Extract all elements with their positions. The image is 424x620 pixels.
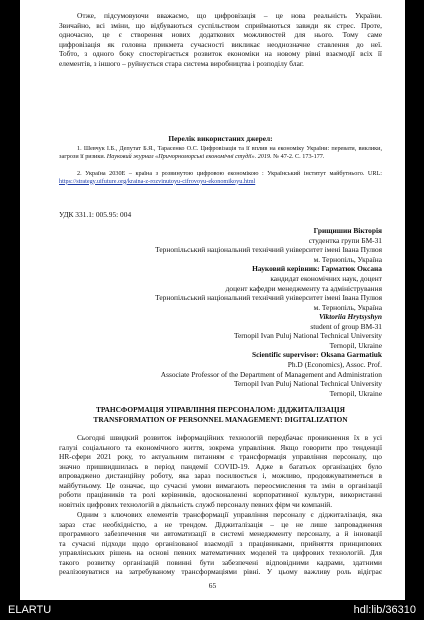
text-line: новітніх цифрових технологій в діяльність служб персоналу певних фірм чи компаній.	[59, 499, 333, 509]
footer-handle: hdl:lib/36310	[353, 604, 416, 616]
text-line: Звичайно, всі зміни, що відбуваються суспільством сприймаються завжди як стрес. Проте,	[59, 20, 382, 30]
author-name-ua: Грищишин Вікторія	[313, 226, 382, 235]
advisor-label-en: Scientific supervisor:	[252, 350, 319, 360]
author-block-en	[59, 312, 382, 398]
advisor-label-ua: Науковий керівник:	[252, 264, 320, 274]
reference-2-link[interactable]: https://strategy.uifuture.org/kraina-z-rozvinutoyu-cifrovoyu-ekonomikoyu.html	[59, 177, 256, 185]
text-line: реалізовуватися на затребуваному трансформаціями рівні. У цьому важливу роль відіграє	[59, 567, 382, 576]
top-paragraph	[59, 11, 382, 68]
text-line: роботи працівників та ролі керівників, вдосконаленні корпоративної культури, використанні	[59, 490, 382, 499]
advisor-city-ua: м. Тернопіль, Україна	[313, 302, 382, 312]
text-line: Сьогодні швидкий розвиток інформаційних технологій передбачає проникнення їх в усі	[77, 433, 382, 442]
text-line: Отже, підсумовуючи вважаємо, що цифровізація – це нова реальність України.	[77, 11, 382, 20]
advisor-university-en: Ternopil Ivan Puluj National Technical University	[233, 379, 382, 389]
reference-1-pages: № 47-2. С. 173-177.	[271, 152, 325, 160]
author-block-ua	[59, 226, 382, 312]
author-status-en: student of group BM-31	[310, 321, 382, 331]
advisor-name-en: Oksana Garmatiuk	[318, 350, 382, 360]
advisor-name-ua: Гарматюк Оксана	[319, 264, 382, 274]
text-line: елементів, з іншого – руйнується стара система виробництва і розподілу благ.	[59, 58, 304, 68]
footer-repository-label: ELARTU	[8, 604, 52, 616]
text-line: впроваджено дистанційну роботу, яка зараз посилюється і, можливо, продовжуватиметься в	[59, 471, 382, 480]
article-title-ua: ТРАНСФОРМАЦІЯ УПРАВЛІННЯ ПЕРСОНАЛОМ: ДІДЖИТАЛІЗАЦІЯ	[96, 405, 345, 414]
text-line: цифровізація як головна прикмета сучасності викликає неоднозначне ставлення до неї.	[59, 39, 382, 49]
advisor-degree-ua: кандидат економічних наук, доцент	[270, 273, 382, 283]
body-paragraph-2	[59, 510, 382, 577]
references-title: Перелік використаних джерел:	[168, 134, 273, 143]
reference-1-journal: Науковий журнал «Причорноморські економічні студії». 2019.	[106, 152, 272, 160]
author-university-en: Ternopil Ivan Puluj National Technical University	[233, 331, 382, 341]
text-line: програмного забезпечення чи автоматизації в системі менеджменту персоналу, а й інновації	[59, 529, 382, 538]
text-line: та сучасні підходи щодо організованої взаємодії з працівниками, прийняття принципових	[59, 538, 382, 548]
advisor-degree-en: Ph.D (Economics), Assoc. Prof.	[287, 359, 382, 369]
document-page	[20, 0, 405, 600]
text-line: зараз стає необхідністю, а не трендом. Діджиталізація – це не лише запровадження	[59, 519, 382, 529]
author-status-ua: студентка групи БМ-31	[308, 235, 382, 245]
advisor-position-ua: доцент кафедри менеджменту та адміністрування	[225, 283, 382, 293]
author-city-en: Ternopil, Ukraine	[329, 340, 382, 350]
advisor-line-en	[59, 350, 382, 360]
footer-bar	[0, 600, 424, 620]
udc-code: УДК 331.1: 005.95: 004	[59, 210, 132, 219]
page-number: 65	[208, 581, 217, 590]
article-title-en: TRANSFORMATION OF PERSONNEL MANAGEMENT: DIGITALIZATION	[93, 415, 348, 424]
author-city-ua: м. Тернопіль, Україна	[313, 254, 382, 264]
advisor-university-ua: Тернопільський національний технічний університет імені Івана Пулюя	[155, 293, 382, 303]
author-name-en: Viktoriia Hrytsyshyn	[318, 312, 382, 321]
advisor-position-en: Associate Professor of the Department of Management and Administration	[160, 369, 382, 379]
reference-2-text: 2. Україна 2030Е – країна з розвинутою цифровою економікою : Український інститут майбутнього. URL:	[77, 170, 382, 177]
body-paragraph-1	[59, 433, 382, 509]
text-line: Тобто, з одного боку спостерігається розвиток економіки на новому рівні взаємодії всіх її	[59, 49, 382, 58]
reference-1-text: 1. Шевчук І.Б., Депутат Б.Я., Тарасенко О.С. Цифровізація та її вплив на економіку України: перевати, виклики, загрози її ризики.	[59, 145, 382, 160]
text-line: такого розвитку організацій повинні бути забезпечені відповідними кадрами, здатними	[59, 557, 382, 567]
advisor-line-ua	[59, 264, 382, 274]
text-line: HR-сфери 2021 року, то актуальним питанням є трансформація управління персоналу, що	[59, 452, 382, 461]
text-line: управлінських рішень на основі певних математичних моделей та цифрових технологій. Для	[59, 548, 382, 557]
advisor-city-en: Ternopil, Ukraine	[329, 388, 382, 398]
reference-1	[59, 145, 382, 160]
author-university-ua: Тернопільський національний технічний університет імені Івана Пулюя	[155, 245, 382, 255]
text-line: Одним з ключових елементів трансформації управління персоналу є діджиталізація, яка	[77, 510, 382, 519]
text-line: одночасно, це є створення нових додаткових можливостей для нього. Тому саме	[59, 30, 382, 39]
text-line: значно пришвидшилась в період пандемії COVID-19. Адже в багатьох організаціях було	[59, 461, 382, 471]
text-line: майбутньому. Це означає, що сучасні умови вимагають переосмислення та змін в організації	[59, 480, 382, 490]
reference-2	[59, 170, 382, 185]
text-line: галузі соціального та економічного життя, зокрема управління. Якщо говорити про тенденції	[59, 442, 382, 452]
